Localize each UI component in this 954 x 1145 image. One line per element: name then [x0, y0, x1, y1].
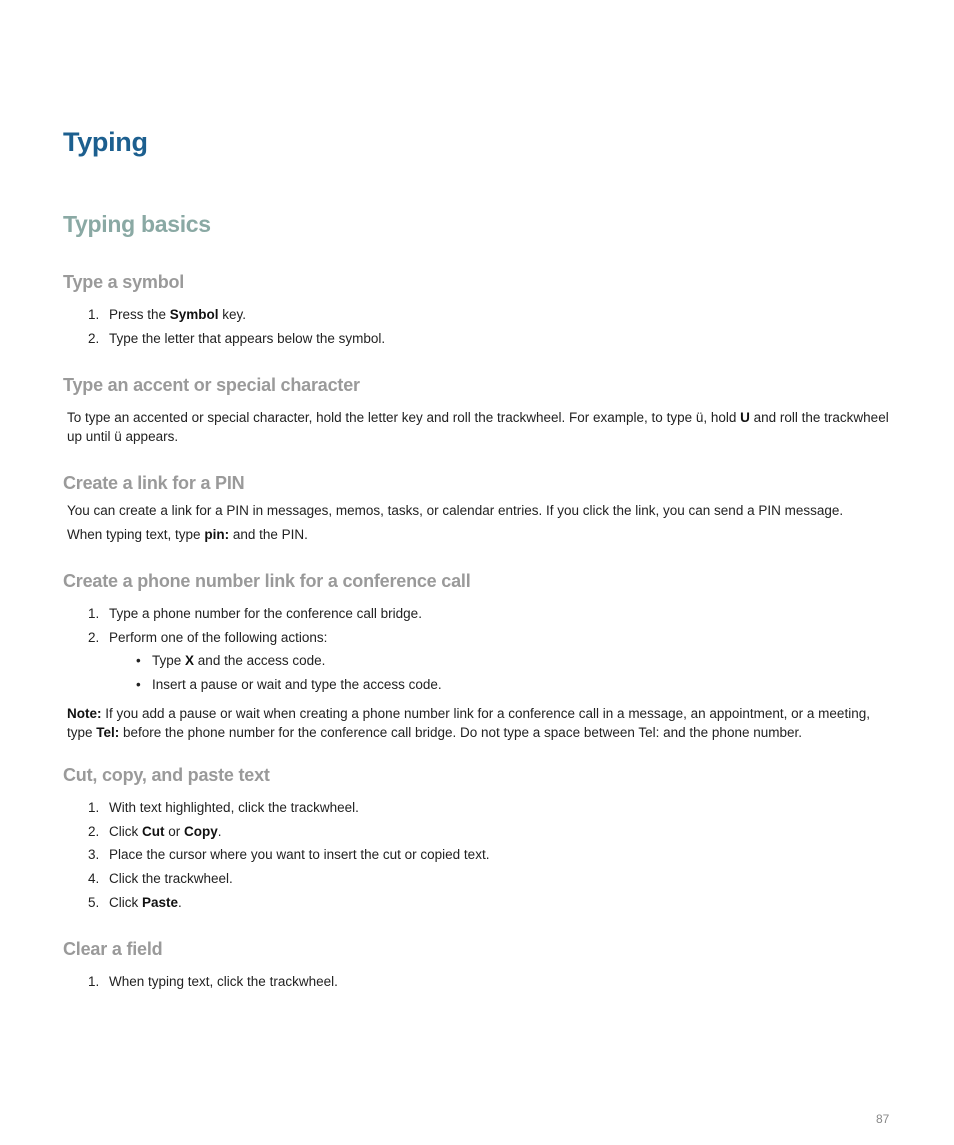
step-number: 2.: [88, 630, 100, 645]
bullet-icon: •: [136, 677, 141, 692]
note-label: Note:: [67, 706, 102, 721]
step-text: When typing text, click the trackwheel.: [109, 974, 338, 989]
note-paragraph: Note: If you add a pause or wait when creating a phone number link for a conference call in a message, an appointment, or a meeting, type Tel: before the phone number for the conference call bridge. Do not type a space between Tel: and the phone number.: [67, 706, 870, 740]
step-text: With text highlighted, click the trackwheel.: [109, 800, 359, 815]
heading-accent: Type an accent or special character: [63, 375, 360, 395]
step-number: 2.: [88, 824, 100, 839]
step-number: 4.: [88, 871, 100, 886]
page-title: Typing: [63, 127, 148, 157]
section-title: Typing basics: [63, 211, 211, 237]
step-number: 1.: [88, 307, 100, 322]
accent-paragraph: To type an accented or special character, hold the letter key and roll the trackwheel. For example, to type ü, hold U and roll the trackwheel up until ü appears.: [67, 410, 889, 444]
step-number: 1.: [88, 606, 100, 621]
heading-pin-link: Create a link for a PIN: [63, 473, 245, 493]
heading-cut-copy-paste: Cut, copy, and paste text: [63, 765, 270, 785]
step-text: Type the letter that appears below the symbol.: [109, 331, 386, 346]
step-text: Press the Symbol key.: [109, 307, 247, 322]
step-text: Type a phone number for the conference call bridge.: [109, 606, 422, 621]
step-number: 5.: [88, 895, 100, 910]
heading-type-symbol: Type a symbol: [63, 272, 185, 292]
step-number: 3.: [88, 847, 100, 862]
step-text: Perform one of the following actions:: [109, 630, 328, 645]
pin-paragraph: You can create a link for a PIN in messages, memos, tasks, or calendar entries. If you click the link, you can send a PIN message.: [67, 503, 844, 518]
step-number: 1.: [88, 800, 100, 815]
step-number: 1.: [88, 974, 100, 989]
step-text: Click Paste.: [109, 895, 182, 910]
step-number: 2.: [88, 331, 100, 346]
bullet-icon: •: [136, 653, 141, 668]
bullet-text: Insert a pause or wait and type the access code.: [152, 677, 442, 692]
pin-instruction: When typing text, type pin: and the PIN.: [67, 527, 308, 542]
heading-clear-field: Clear a field: [63, 939, 163, 959]
step-text: Place the cursor where you want to insert the cut or copied text.: [109, 847, 490, 862]
page-number: 87: [876, 1112, 890, 1126]
heading-conference-link: Create a phone number link for a conference call: [63, 571, 471, 591]
bullet-text: Type X and the access code.: [152, 653, 326, 668]
step-text: Click the trackwheel.: [109, 871, 233, 886]
step-text: Click Cut or Copy.: [109, 824, 222, 839]
